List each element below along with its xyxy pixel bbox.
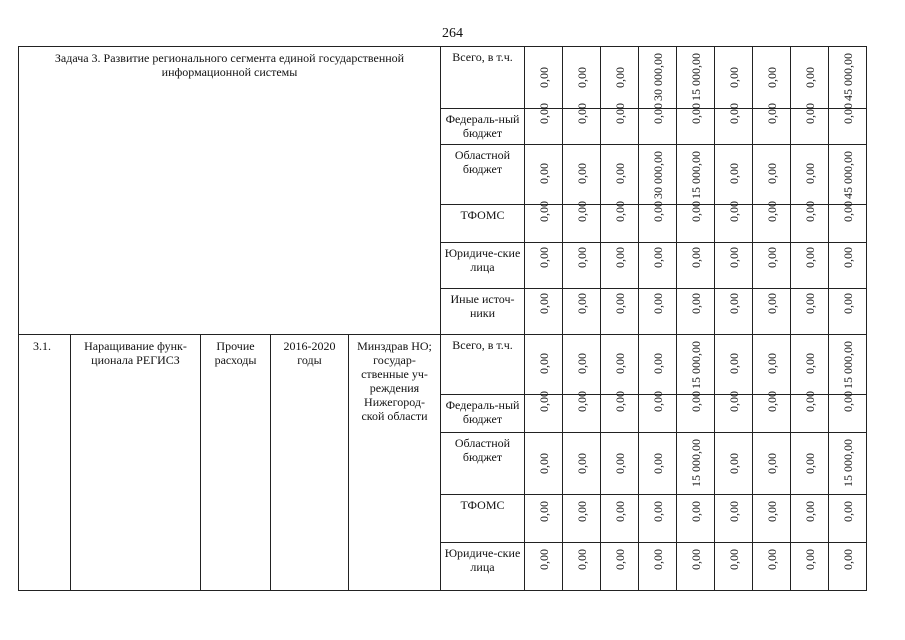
value-text: 0,00 [574, 293, 589, 314]
value-cell [601, 495, 639, 543]
value-text: 0,00 [574, 501, 589, 522]
value-cell [791, 103, 829, 145]
value-cell [829, 243, 867, 289]
value-text: 0,00 [802, 163, 817, 184]
value-cell [715, 391, 753, 433]
value-text: 0,00 [764, 67, 779, 88]
value-text: 0,00 [688, 247, 703, 268]
value-cell [753, 289, 791, 335]
value-text: 0,00 [612, 549, 627, 570]
value-cell [715, 543, 753, 591]
value-text: 0,00 [802, 103, 817, 124]
value-text: 0,00 [612, 163, 627, 184]
value-cell [677, 433, 715, 495]
value-cell [753, 145, 791, 205]
value-text: 0,00 [688, 293, 703, 314]
value-text: 0,00 [574, 201, 589, 222]
value-cell [563, 289, 601, 335]
value-cell [677, 145, 715, 205]
value-text: 0,00 [650, 293, 665, 314]
funding-source: Юридиче-ские лица [441, 243, 525, 289]
value-text: 0,00 [840, 391, 855, 412]
value-text: 30 000,00 [650, 151, 665, 199]
value-cell [753, 47, 791, 109]
value-text: 0,00 [764, 501, 779, 522]
value-cell [829, 145, 867, 205]
value-cell [715, 335, 753, 395]
value-text: 0,00 [764, 103, 779, 124]
value-cell [677, 335, 715, 395]
value-cell [677, 47, 715, 109]
task3-title: Задача 3. Развитие регионального сегмента единой государственной информационной системы [19, 47, 441, 335]
value-text: 0,00 [802, 201, 817, 222]
value-cell [639, 103, 677, 145]
value-text: 45 000,00 [840, 151, 855, 199]
value-cell [639, 145, 677, 205]
value-text: 0,00 [688, 501, 703, 522]
value-text: 0,00 [726, 501, 741, 522]
funding-source: Всего, в т.ч. [441, 47, 525, 109]
value-text: 15 000,00 [688, 151, 703, 199]
value-cell [601, 335, 639, 395]
value-text: 0,00 [612, 201, 627, 222]
value-cell [677, 391, 715, 433]
value-text: 0,00 [650, 353, 665, 374]
value-text: 0,00 [840, 201, 855, 222]
value-cell [715, 201, 753, 243]
value-text: 0,00 [612, 247, 627, 268]
value-text: 0,00 [536, 163, 551, 184]
value-text: 0,00 [802, 293, 817, 314]
value-cell [525, 335, 563, 395]
value-cell [563, 543, 601, 591]
page-number: 264 [442, 26, 463, 41]
value-cell [601, 47, 639, 109]
value-cell [791, 391, 829, 433]
value-text: 0,00 [574, 163, 589, 184]
task3-row [19, 47, 867, 109]
value-cell [829, 433, 867, 495]
value-cell [829, 391, 867, 433]
value-text: 15 000,00 [840, 341, 855, 389]
value-cell [829, 201, 867, 243]
value-text: 0,00 [574, 353, 589, 374]
budget-table [18, 46, 867, 591]
value-text: 0,00 [650, 391, 665, 412]
value-text: 30 000,00 [650, 53, 665, 101]
value-cell [791, 289, 829, 335]
value-cell [677, 289, 715, 335]
value-text: 0,00 [536, 201, 551, 222]
value-text: 0,00 [612, 391, 627, 412]
value-cell [601, 433, 639, 495]
value-text: 0,00 [536, 67, 551, 88]
value-cell [753, 391, 791, 433]
funding-source: ТФОМС [441, 205, 525, 243]
value-cell [601, 289, 639, 335]
item31-row [19, 335, 867, 395]
value-text: 0,00 [764, 453, 779, 474]
value-text: 0,00 [802, 247, 817, 268]
value-cell [715, 47, 753, 109]
funding-source: Областной бюджет [441, 145, 525, 205]
value-cell [563, 47, 601, 109]
value-text: 0,00 [574, 247, 589, 268]
value-text: 0,00 [536, 353, 551, 374]
value-cell [601, 543, 639, 591]
value-text: 0,00 [726, 453, 741, 474]
value-cell [525, 145, 563, 205]
value-cell [791, 433, 829, 495]
item-name: Наращивание функ-ционала РЕГИСЗ [71, 335, 201, 591]
value-text: 45 000,00 [840, 53, 855, 101]
value-text: 0,00 [612, 453, 627, 474]
value-cell [639, 543, 677, 591]
value-text: 0,00 [802, 67, 817, 88]
period: 2016-2020 годы [271, 335, 349, 591]
value-cell [677, 103, 715, 145]
value-text: 0,00 [764, 163, 779, 184]
value-text: 0,00 [764, 353, 779, 374]
value-cell [525, 201, 563, 243]
value-text: 0,00 [688, 549, 703, 570]
value-cell [791, 201, 829, 243]
value-cell [829, 543, 867, 591]
value-text: 0,00 [764, 201, 779, 222]
value-cell [525, 289, 563, 335]
value-text: 0,00 [802, 501, 817, 522]
value-cell [829, 47, 867, 109]
value-cell [791, 543, 829, 591]
value-text: 0,00 [688, 201, 703, 222]
value-cell [753, 543, 791, 591]
value-cell [563, 103, 601, 145]
value-text: 0,00 [574, 391, 589, 412]
value-cell [791, 335, 829, 395]
value-cell [639, 433, 677, 495]
value-text: 0,00 [840, 501, 855, 522]
value-cell [601, 243, 639, 289]
funding-source: Юридиче-ские лица [441, 543, 525, 591]
value-cell [715, 289, 753, 335]
value-cell [563, 335, 601, 395]
value-cell [525, 243, 563, 289]
value-cell [601, 391, 639, 433]
value-text: 0,00 [726, 163, 741, 184]
value-cell [677, 543, 715, 591]
value-cell [639, 289, 677, 335]
funding-source: Областной бюджет [441, 433, 525, 495]
value-text: 0,00 [650, 247, 665, 268]
value-text: 0,00 [650, 453, 665, 474]
value-cell [563, 391, 601, 433]
value-cell [829, 495, 867, 543]
value-text: 0,00 [726, 353, 741, 374]
value-cell [525, 103, 563, 145]
value-text: 0,00 [726, 391, 741, 412]
value-cell [753, 103, 791, 145]
value-text: 0,00 [574, 103, 589, 124]
value-text: 0,00 [726, 247, 741, 268]
value-text: 15 000,00 [840, 439, 855, 487]
value-cell [753, 433, 791, 495]
funding-source: Иные источ-ники [441, 289, 525, 335]
value-cell [753, 495, 791, 543]
value-cell [677, 201, 715, 243]
value-text: 0,00 [536, 549, 551, 570]
value-text: 0,00 [840, 549, 855, 570]
value-text: 0,00 [536, 501, 551, 522]
value-cell [791, 145, 829, 205]
value-text: 0,00 [612, 353, 627, 374]
value-cell [639, 495, 677, 543]
value-text: 0,00 [688, 103, 703, 124]
value-text: 0,00 [612, 501, 627, 522]
value-cell [639, 391, 677, 433]
value-text: 0,00 [574, 549, 589, 570]
value-text: 15 000,00 [688, 341, 703, 389]
value-text: 0,00 [840, 103, 855, 124]
item-number: 3.1. [19, 335, 71, 591]
value-text: 0,00 [536, 103, 551, 124]
value-cell [753, 243, 791, 289]
value-cell [601, 201, 639, 243]
value-cell [677, 495, 715, 543]
value-cell [563, 495, 601, 543]
value-cell [601, 145, 639, 205]
value-text: 0,00 [612, 67, 627, 88]
value-cell [715, 433, 753, 495]
value-cell [639, 335, 677, 395]
value-cell [791, 495, 829, 543]
value-text: 0,00 [764, 247, 779, 268]
value-text: 0,00 [840, 247, 855, 268]
value-cell [715, 103, 753, 145]
value-cell [829, 103, 867, 145]
value-text: 15 000,00 [688, 439, 703, 487]
value-text: 0,00 [764, 293, 779, 314]
funding-source: Федераль-ный бюджет [441, 395, 525, 433]
value-text: 0,00 [650, 201, 665, 222]
value-text: 0,00 [688, 391, 703, 412]
value-text: 0,00 [802, 353, 817, 374]
value-cell [525, 391, 563, 433]
value-text: 0,00 [536, 391, 551, 412]
value-cell [525, 543, 563, 591]
value-cell [563, 145, 601, 205]
value-cell [715, 243, 753, 289]
value-cell [753, 335, 791, 395]
value-cell [677, 243, 715, 289]
value-text: 0,00 [802, 549, 817, 570]
value-cell [715, 145, 753, 205]
funding-source: ТФОМС [441, 495, 525, 543]
value-text: 0,00 [840, 293, 855, 314]
value-text: 15 000,00 [688, 53, 703, 101]
value-text: 0,00 [726, 201, 741, 222]
value-text: 0,00 [536, 293, 551, 314]
value-cell [525, 47, 563, 109]
value-text: 0,00 [612, 293, 627, 314]
value-cell [601, 103, 639, 145]
value-cell [639, 243, 677, 289]
value-text: 0,00 [650, 501, 665, 522]
value-cell [715, 495, 753, 543]
value-cell [639, 201, 677, 243]
value-cell [563, 243, 601, 289]
value-cell [639, 47, 677, 109]
value-text: 0,00 [726, 549, 741, 570]
value-text: 0,00 [802, 391, 817, 412]
executor: Минздрав НО; государ-ственные уч-реждения Нижегород-ской области [349, 335, 441, 591]
funding-source: Всего, в т.ч. [441, 335, 525, 395]
value-text: 0,00 [574, 67, 589, 88]
value-text: 0,00 [574, 453, 589, 474]
value-cell [791, 243, 829, 289]
value-text: 0,00 [726, 293, 741, 314]
value-cell [525, 495, 563, 543]
value-cell [791, 47, 829, 109]
value-text: 0,00 [650, 549, 665, 570]
value-cell [563, 201, 601, 243]
expense-type: Прочие расходы [201, 335, 271, 591]
value-text: 0,00 [612, 103, 627, 124]
value-text: 0,00 [536, 247, 551, 268]
value-text: 0,00 [726, 67, 741, 88]
value-text: 0,00 [764, 549, 779, 570]
funding-source: Федераль-ный бюджет [441, 109, 525, 145]
value-cell [563, 433, 601, 495]
value-cell [753, 201, 791, 243]
value-cell [829, 289, 867, 335]
value-text: 0,00 [726, 103, 741, 124]
value-text: 0,00 [764, 391, 779, 412]
value-cell [525, 433, 563, 495]
value-cell [829, 335, 867, 395]
value-text: 0,00 [650, 103, 665, 124]
value-text: 0,00 [802, 453, 817, 474]
value-text: 0,00 [536, 453, 551, 474]
